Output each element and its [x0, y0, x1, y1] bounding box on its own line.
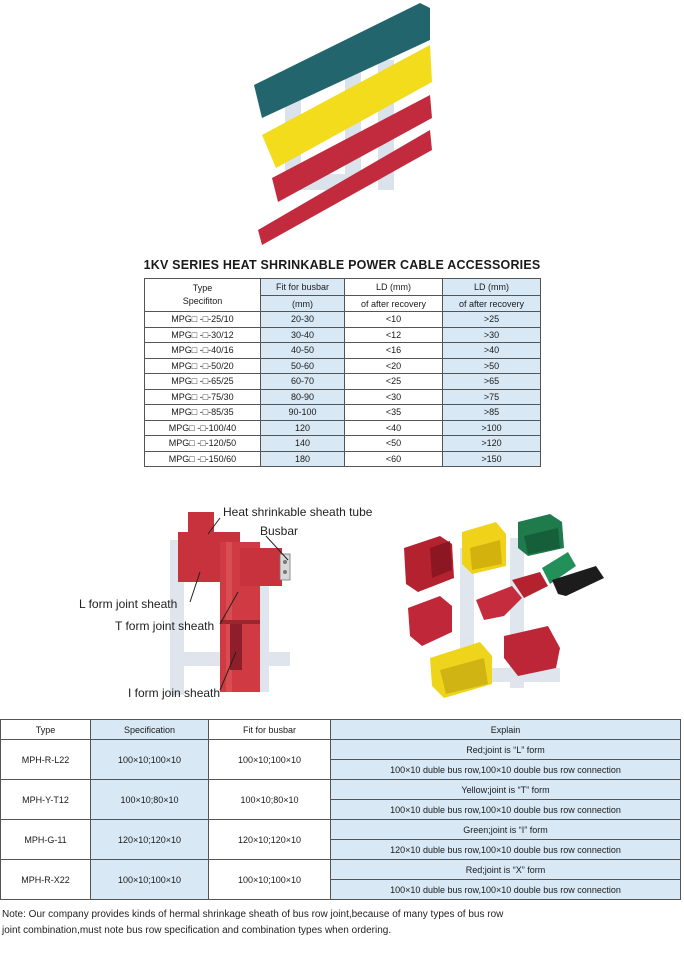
- joint-cell-explain-color: Red;joint is “X” form: [331, 860, 681, 880]
- spec-cell-fit: 50-60: [261, 358, 345, 374]
- joint-cell-spec: 120×10;120×10: [91, 820, 209, 860]
- spec-cell-type: MPG□ -□-75/30: [145, 389, 261, 405]
- spec-row: [145, 451, 541, 467]
- spec-cell-ld2: >25: [443, 312, 541, 328]
- spec-cell-ld1: <40: [345, 420, 443, 436]
- spec-cell-type: MPG□ -□-100/40: [145, 420, 261, 436]
- spec-row: [145, 405, 541, 421]
- spec-row: [145, 374, 541, 390]
- spec-cell-ld1: <20: [345, 358, 443, 374]
- joint-types-table: [0, 719, 681, 900]
- page-title: 1KV SERIES HEAT SHRINKABLE POWER CABLE ACCESSORIES: [143, 258, 541, 272]
- joint-cell-type: MPH-Y-T12: [1, 780, 91, 820]
- spec-cell-ld1: <12: [345, 327, 443, 343]
- spec-cell-ld1: <10: [345, 312, 443, 328]
- spec-header-ld1-note: of after recovery: [345, 296, 443, 312]
- hero-sheath-strips-image: [250, 0, 440, 250]
- spec-header-fit-unit: (mm): [261, 296, 345, 312]
- spec-cell-ld1: <25: [345, 374, 443, 390]
- spec-row: [145, 312, 541, 328]
- joint-cell-explain-color: Yellow;joint is “T” form: [331, 780, 681, 800]
- spec-cell-ld2: >150: [443, 451, 541, 467]
- joint-row: [1, 860, 681, 880]
- spec-row: [145, 436, 541, 452]
- spec-row: [145, 420, 541, 436]
- joint-header-type: Type: [1, 720, 91, 740]
- joint-cell-explain-connection: 100×10 duble bus row,100×10 double bus row connection: [331, 800, 681, 820]
- spec-cell-type: MPG□ -□-65/25: [145, 374, 261, 390]
- spec-cell-ld1: <35: [345, 405, 443, 421]
- note-line-1: Note: Our company provides kinds of hermal shrinkage sheath of bus row joint,because of many types of bus row: [2, 909, 504, 920]
- spec-header-fit: Fit for busbar: [261, 279, 345, 296]
- joint-cell-spec: 100×10;100×10: [91, 860, 209, 900]
- spec-row: [145, 358, 541, 374]
- joint-cell-spec: 100×10;100×10: [91, 740, 209, 780]
- order-note: [2, 907, 602, 939]
- spec-header-ld2-note: of after recovery: [443, 296, 541, 312]
- spec-cell-type: MPG□ -□-120/50: [145, 436, 261, 452]
- joint-cell-explain-connection: 120×10 duble bus row,100×10 double bus row connection: [331, 840, 681, 860]
- spec-cell-fit: 30-40: [261, 327, 345, 343]
- spec-cell-fit: 120: [261, 420, 345, 436]
- spec-row: [145, 343, 541, 359]
- spec-cell-type: MPG□ -□-50/20: [145, 358, 261, 374]
- joint-cell-type: MPH-R-X22: [1, 860, 91, 900]
- spec-cell-type: MPG□ -□-85/35: [145, 405, 261, 421]
- spec-cell-type: MPG□ -□-150/60: [145, 451, 261, 467]
- spec-header-ld1: LD (mm): [345, 279, 443, 296]
- joint-cell-explain-connection: 100×10 duble bus row,100×10 double bus row connection: [331, 760, 681, 780]
- spec-cell-ld1: <30: [345, 389, 443, 405]
- spec-cell-ld2: >75: [443, 389, 541, 405]
- label-sheath-tube: Heat shrinkable sheath tube: [223, 505, 373, 519]
- spec-cell-fit: 140: [261, 436, 345, 452]
- joint-types-header-row: [1, 720, 681, 740]
- label-i-form: I form join sheath: [128, 686, 221, 700]
- spec-header-type: Type Specifiton: [145, 279, 261, 312]
- spec-cell-fit: 80-90: [261, 389, 345, 405]
- spec-cell-ld2: >50: [443, 358, 541, 374]
- joint-header-spec: Specification: [91, 720, 209, 740]
- spec-cell-type: MPG□ -□-40/16: [145, 343, 261, 359]
- joint-row: [1, 780, 681, 800]
- spec-cell-ld1: <50: [345, 436, 443, 452]
- label-t-form: T form joint sheath: [115, 619, 215, 633]
- spec-table: [144, 278, 541, 467]
- joint-diagram: [70, 502, 400, 712]
- spec-cell-fit: 180: [261, 451, 345, 467]
- spec-cell-type: MPG□ -□-25/10: [145, 312, 261, 328]
- joint-cell-type: MPH-G-11: [1, 820, 91, 860]
- joint-header-explain: Explain: [331, 720, 681, 740]
- spec-header-ld2: LD (mm): [443, 279, 541, 296]
- spec-cell-fit: 20-30: [261, 312, 345, 328]
- spec-cell-fit: 90-100: [261, 405, 345, 421]
- joint-cell-fit: 100×10;100×10: [209, 860, 331, 900]
- spec-cell-ld1: <16: [345, 343, 443, 359]
- spec-cell-fit: 60-70: [261, 374, 345, 390]
- label-l-form: L form joint sheath: [79, 597, 178, 611]
- joint-cell-type: MPH-R-L22: [1, 740, 91, 780]
- joint-cell-explain-color: Red;joint is “L” form: [331, 740, 681, 760]
- label-busbar: Busbar: [260, 524, 299, 538]
- spec-cell-ld2: >85: [443, 405, 541, 421]
- spec-table-header-row: [145, 279, 541, 296]
- spec-cell-ld2: >30: [443, 327, 541, 343]
- spec-cell-ld2: >40: [443, 343, 541, 359]
- joint-cell-explain-color: Green;joint is “I” form: [331, 820, 681, 840]
- spec-cell-fit: 40-50: [261, 343, 345, 359]
- spec-row: [145, 389, 541, 405]
- joint-cell-fit: 100×10;100×10: [209, 740, 331, 780]
- spec-cell-ld1: <60: [345, 451, 443, 467]
- joint-parts-image: [400, 508, 610, 708]
- joint-row: [1, 740, 681, 760]
- note-line-2: joint combination,must note bus row specification and combination types when ordering.: [2, 925, 392, 936]
- spec-cell-type: MPG□ -□-30/12: [145, 327, 261, 343]
- joint-cell-explain-connection: 100×10 duble bus row,100×10 double bus row connection: [331, 880, 681, 900]
- joint-cell-fit: 100×10;80×10: [209, 780, 331, 820]
- spec-row: [145, 327, 541, 343]
- joint-cell-spec: 100×10;80×10: [91, 780, 209, 820]
- spec-cell-ld2: >100: [443, 420, 541, 436]
- joint-header-fit: Fit for busbar: [209, 720, 331, 740]
- joint-row: [1, 820, 681, 840]
- spec-cell-ld2: >65: [443, 374, 541, 390]
- joint-cell-fit: 120×10;120×10: [209, 820, 331, 860]
- spec-cell-ld2: >120: [443, 436, 541, 452]
